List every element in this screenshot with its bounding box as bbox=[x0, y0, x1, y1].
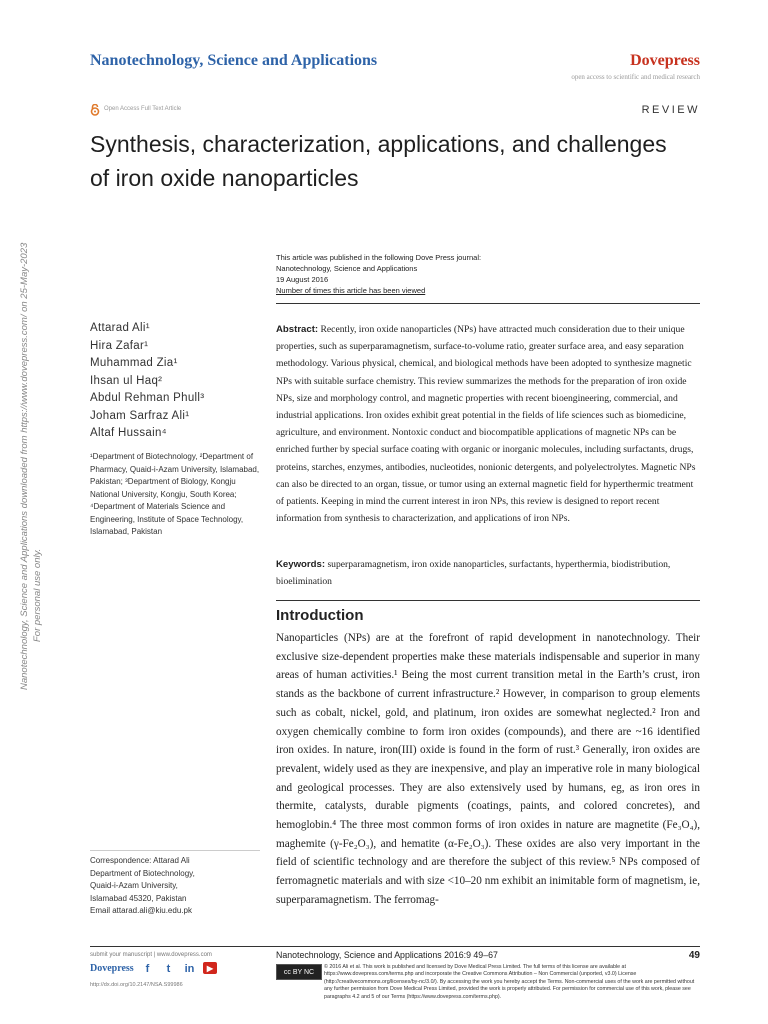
abstract bbox=[276, 321, 700, 527]
footer-dovepress-logo[interactable]: Dovepress bbox=[90, 963, 134, 974]
divider bbox=[90, 850, 260, 851]
author: Altaf Hussain⁴ bbox=[90, 427, 167, 439]
abstract-label: Abstract: bbox=[276, 324, 319, 335]
abstract-text: Recently, iron oxide nanoparticles (NPs) have attracted much consideration due to their unique properties, such as superparamagnetism, surface-to-volume ratio, greater surface area, and easy separation methodology. Various physical, chemical, and biological methods have been adopted to synthesize magnetic NPs with suitable surface chemistry. This review summarizes the methods for the preparation of iron oxide NPs, size and morphology control, and magnetic properties with recent bioengineering, commercial, and industrial applications. Iron oxides exhibit great potential in the fields of life sciences such as biomedicine, agriculture, and environment. Nontoxic conduct and biocompatible applications of magnetic NPs can be enriched further by special surface coating with organic or inorganic molecules, including surfactants, drugs, proteins, starches, enzymes, antibodies, nucleotides, nonionic detergents, and polyelectrolytes. Magnetic NPs can also be directed to an organ, tissue, or tumor using an external magnetic field for hyperthermic treatment of patients. Keeping in mind the current interest in iron NPs, this review is designed to report recent information from synthesis to characterization, and applications of iron NPs. bbox=[276, 324, 696, 525]
footer-citation: Nanotechnology, Science and Applications 2016:9 49–67 bbox=[276, 950, 498, 960]
corr-email[interactable]: Email attarad.ali@kiu.edu.pk bbox=[90, 906, 192, 915]
watermark-line: For personal use only. bbox=[32, 548, 43, 642]
divider bbox=[276, 600, 700, 601]
correspondence bbox=[90, 855, 260, 918]
author: Hira Zafar¹ bbox=[90, 339, 149, 352]
article-type: REVIEW bbox=[641, 104, 700, 116]
twitter-icon[interactable]: t bbox=[166, 962, 171, 975]
author-list bbox=[90, 320, 204, 443]
youtube-icon[interactable]: ▶ bbox=[203, 962, 217, 974]
keywords-label: Keywords: bbox=[276, 559, 326, 570]
affiliations: ¹Department of Biotechnology, ²Department of Pharmacy, Quaid-i-Azam University, Islamabad, Pakistan; ³Department of Biology, Kongju National University, Kongju, South Korea; ⁴Department of Materials Science and Engineering, Institute of Space Technology, Islamabad, Pakistan bbox=[90, 452, 260, 536]
author: Joham Sarfraz Ali¹ bbox=[90, 409, 190, 422]
page-number: 49 bbox=[688, 950, 700, 961]
keywords-text: superparamagnetism, iron oxide nanoparticles, surfactants, hyperthermia, biodistribution, bioelimination bbox=[276, 559, 671, 588]
pubinfo-date: 19 August 2016 bbox=[276, 275, 329, 284]
license-text: © 2016 Ali et al. This work is published and licensed by Dove Medical Press Limited. The full terms of this license are available at https://www.dovepress.com/terms.php and incorporate the Creative Commons Attribution – Non Commercial (unported, v3.0) License (http://creativecommons.org/licenses/by-nc/3.0/). By accessing the work you hereby accept the Terms. Non-commercial uses of the work are permitted without any further permission from Dove Medical Press Limited, provided the work is properly attributed. For permission for commercial use of this work, please see paragraphs 4.2 and 5 of our Terms (https://www.dovepress.com/terms.php). bbox=[324, 964, 695, 1000]
dovepress-logo[interactable]: Dovepress bbox=[630, 52, 700, 69]
author: Muhammad Zia¹ bbox=[90, 357, 178, 369]
section-heading: Introduction bbox=[276, 607, 364, 624]
brand-tagline: open access to scientific and medical research bbox=[571, 73, 700, 81]
corr-city: Islamabad 45320, Pakistan bbox=[90, 893, 187, 903]
author: Ihsan ul Haq² bbox=[90, 374, 163, 387]
corr-name: Correspondence: Attarad Ali bbox=[90, 856, 190, 865]
introduction-text: Nanoparticles (NPs) are at the forefront of rapid development in nanotechnology. Their exclusive size-dependent properties make these materials indispensable and superior in many areas of human activities.¹ Being the most current transition metal in the Earth’s crust, iron stands as the backbone of current infrastructure.² However, in comparison to group elements such as cobalt, nickel, gold, and platinum, iron oxides are somewhat neglected.² Iron and oxygen chemically combine to form iron oxides (compounds), and there are ~16 identified iron oxides. In nature, iron(III) oxide is found in the form of rust.³ Generally, iron oxides are prevalent, widely used as they are inexpensive, and play an imperative role in many biological and geological processes. They are also extensively used by humans, eg, as iron ores in thermite, catalysts, durable pigments (coatings, paints, and colored concretes), and hemoglobin.⁴ The three most common forms of iron oxides in nature are magnetite (Fe₃O₄), maghemite (γ-Fe₂O₃), and hematite (α-Fe₂O₃). These oxides are also very important in the field of scientific technology and are therefore the subject of this review.⁵ NPs composed of ferromagnetic materials and with size <10–20 nm exhibit an inimitable form of magnetism, ie, superparamagnetism. The ferromag- bbox=[276, 632, 700, 906]
corr-dept: Department of Biotechnology, bbox=[90, 868, 195, 878]
views-link[interactable]: Number of times this article has been viewed bbox=[276, 286, 426, 295]
journal-name[interactable]: Nanotechnology, Science and Applications bbox=[90, 52, 378, 69]
keywords bbox=[276, 556, 700, 590]
footer-divider bbox=[90, 946, 700, 947]
pubinfo-journal: Nanotechnology, Science and Applications bbox=[276, 264, 418, 273]
facebook-icon[interactable]: f bbox=[145, 962, 150, 975]
download-watermark bbox=[18, 243, 44, 690]
social-links bbox=[140, 961, 217, 976]
open-access-label: Open Access Full Text Article bbox=[104, 106, 182, 112]
corr-univ: Quaid-i-Azam University, bbox=[90, 881, 178, 890]
submit-manuscript-link[interactable]: submit your manuscript | www.dovepress.com bbox=[90, 952, 212, 958]
author: Abdul Rehman Phull³ bbox=[90, 392, 205, 404]
author: Attarad Ali¹ bbox=[90, 322, 150, 334]
watermark-line: Nanotechnology, Science and Applications downloaded from https://www.dovepress.com/ on 25-May-2023 bbox=[19, 242, 30, 690]
article-title: Synthesis, characterization, applications, and challenges of iron oxide nanoparticles bbox=[90, 131, 667, 191]
doi-link[interactable]: http://dx.doi.org/10.2147/NSA.S99986 bbox=[90, 982, 183, 988]
linkedin-icon[interactable]: in bbox=[184, 962, 195, 975]
creative-commons-icon[interactable]: cc BY NC bbox=[276, 964, 322, 980]
divider bbox=[276, 303, 700, 304]
open-access-icon bbox=[90, 104, 100, 116]
publication-info bbox=[276, 252, 481, 296]
pubinfo-line: This article was published in the following Dove Press journal: bbox=[276, 253, 482, 262]
